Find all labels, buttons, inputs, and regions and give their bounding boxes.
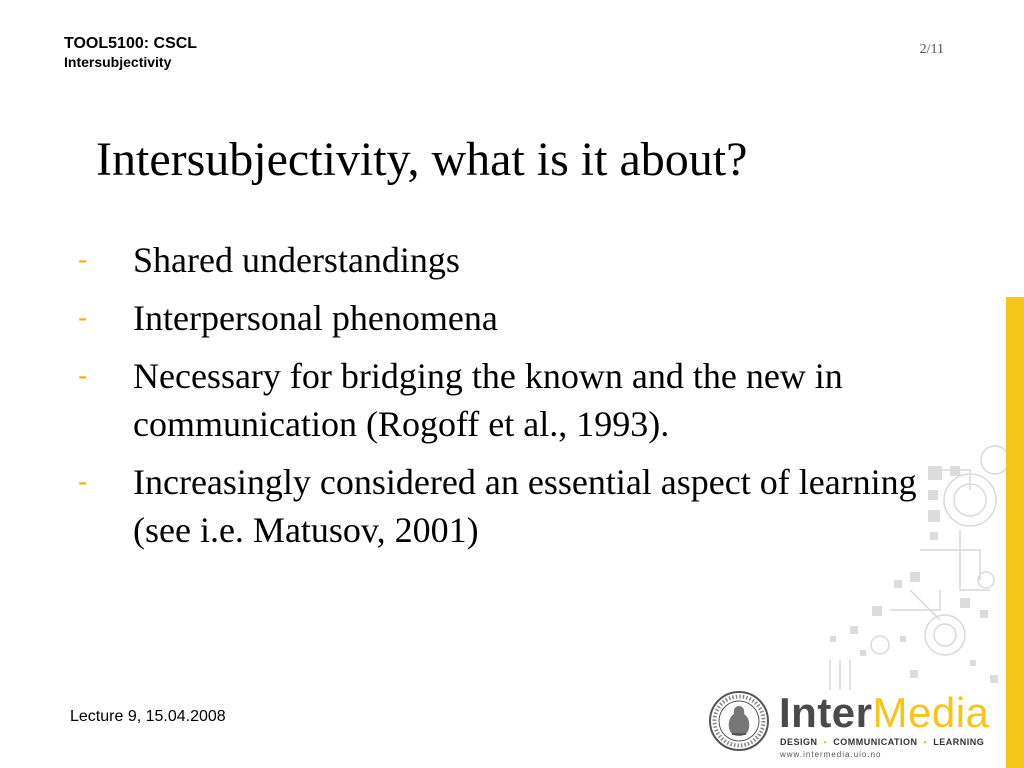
bullet-text: Necessary for bridging the known and the new in communication (Rogoff et al., 1993). xyxy=(133,356,843,444)
bullet-item xyxy=(78,236,938,284)
course-title: TOOL5100: CSCL xyxy=(64,35,198,52)
intermedia-logo xyxy=(779,689,990,736)
tagline-design: DESIGN xyxy=(780,737,818,747)
logo-media-text: Media xyxy=(872,689,990,736)
slide-title: Intersubjectivity, what is it about? xyxy=(96,133,748,186)
decorative-circuit-pattern xyxy=(810,430,1006,692)
logo-tagline xyxy=(780,737,984,747)
bullet-item xyxy=(78,458,938,554)
university-seal-icon xyxy=(708,690,770,752)
accent-bar xyxy=(1006,297,1024,768)
tagline-learning: LEARNING xyxy=(933,737,985,747)
logo-inter-text: Inter xyxy=(779,689,873,736)
bullet-item xyxy=(78,294,938,342)
bullet-list xyxy=(78,236,938,564)
bullet-item xyxy=(78,352,938,448)
bullet-dash: - xyxy=(78,244,88,275)
lecture-footer: Lecture 9, 15.04.2008 xyxy=(70,708,226,725)
bullet-text: Shared understandings xyxy=(133,240,460,280)
course-subtitle: Intersubjectivity xyxy=(64,54,172,70)
page-number: 2/11 xyxy=(919,42,944,57)
bullet-text: Interpersonal phenomena xyxy=(133,298,498,338)
tagline-separator: • xyxy=(923,737,928,747)
bullet-dash: - xyxy=(78,360,88,391)
bullet-dash: - xyxy=(78,302,88,333)
bullet-text: Increasingly considered an essential aspect of learning (see i.e. Matusov, 2001) xyxy=(133,462,917,550)
tagline-communication: COMMUNICATION xyxy=(833,737,918,747)
slide-header xyxy=(64,34,197,71)
logo-url: www.intermedia.uio.no xyxy=(780,750,882,759)
tagline-separator: • xyxy=(823,737,828,747)
bullet-dash: - xyxy=(78,466,88,497)
